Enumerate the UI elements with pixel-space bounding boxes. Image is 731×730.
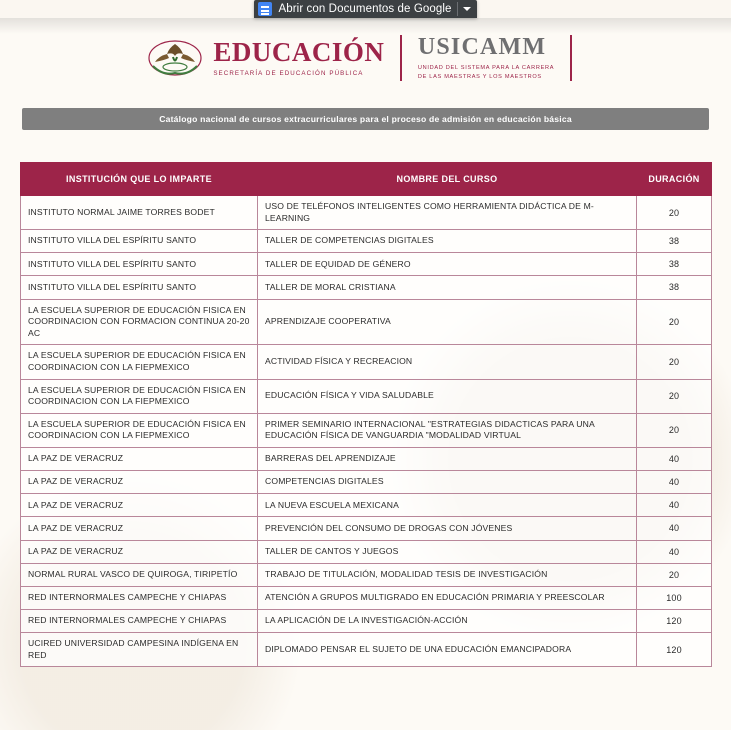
cell-institucion: NORMAL RURAL VASCO DE QUIROGA, TIRIPETÍO xyxy=(21,563,258,586)
cell-curso: PREVENCIÓN DEL CONSUMO DE DROGAS CON JÓVENES xyxy=(258,517,637,540)
cell-curso: EDUCACIÓN FÍSICA Y VIDA SALUDABLE xyxy=(258,379,637,413)
cell-duracion: 38 xyxy=(637,253,712,276)
google-docs-icon xyxy=(258,2,272,16)
table-row xyxy=(21,413,712,447)
cell-institucion: RED INTERNORMALES CAMPECHE Y CHIAPAS xyxy=(21,609,258,632)
header-divider-right xyxy=(570,35,572,81)
cell-curso: ATENCIÓN A GRUPOS MULTIGRADO EN EDUCACIÓN PRIMARIA Y PREESCOLAR xyxy=(258,586,637,609)
usicamm-wordmark xyxy=(418,35,554,81)
document-header xyxy=(0,30,731,86)
cell-duracion: 20 xyxy=(637,299,712,345)
cell-duracion: 120 xyxy=(637,633,712,667)
usicamm-subtitle-line2: DE LAS MAESTRAS Y LOS MAESTROS xyxy=(417,73,542,80)
table-row xyxy=(21,230,712,253)
table-row xyxy=(21,276,712,299)
cell-duracion: 40 xyxy=(637,494,712,517)
open-with-google-docs-label: Abrir con Documentos de Google xyxy=(278,3,452,15)
table-row xyxy=(21,586,712,609)
table-row xyxy=(21,471,712,494)
cell-curso: TRABAJO DE TITULACIÓN, MODALIDAD TESIS DE INVESTIGACIÓN xyxy=(258,563,637,586)
cell-duracion: 38 xyxy=(637,230,712,253)
column-header-institucion: INSTITUCIÓN QUE LO IMPARTE xyxy=(21,163,258,196)
sep-wordmark xyxy=(213,39,384,77)
cell-curso: ACTIVIDAD FÍSICA Y RECREACION xyxy=(258,345,637,379)
cell-curso: TALLER DE COMPETENCIAS DIGITALES xyxy=(258,230,637,253)
cell-duracion: 38 xyxy=(637,276,712,299)
cell-duracion: 20 xyxy=(637,196,712,230)
table-row xyxy=(21,609,712,632)
cell-curso: TALLER DE CANTOS Y JUEGOS xyxy=(258,540,637,563)
cell-institucion: LA ESCUELA SUPERIOR DE EDUCACIÓN FISICA EN COORDINACION CON FORMACION CONTINUA 20-20 AC xyxy=(21,299,258,345)
cell-duracion: 20 xyxy=(637,413,712,447)
table-row xyxy=(21,563,712,586)
sep-subtitle: SECRETARÍA DE EDUCACIÓN PÚBLICA xyxy=(213,70,364,77)
table-row xyxy=(21,379,712,413)
cell-duracion: 20 xyxy=(637,345,712,379)
cell-curso: LA NUEVA ESCUELA MEXICANA xyxy=(258,494,637,517)
cell-institucion: LA ESCUELA SUPERIOR DE EDUCACIÓN FISICA EN COORDINACION CON LA FIEPMEXICO xyxy=(21,345,258,379)
cell-curso: PRIMER SEMINARIO INTERNACIONAL "ESTRATEGIAS DIDACTICAS PARA UNA EDUCACIÓN FÍSICA DE VANGUARDIA "MODALIDAD VIRTUAL xyxy=(258,413,637,447)
table-row xyxy=(21,196,712,230)
catalog-banner: Catálogo nacional de cursos extracurriculares para el proceso de admisión en educación básica xyxy=(22,108,709,130)
cell-curso: USO DE TELÉFONOS INTELIGENTES COMO HERRAMIENTA DIDÁCTICA DE M-LEARNING xyxy=(258,196,637,230)
table-row xyxy=(21,447,712,470)
open-with-google-docs-button[interactable] xyxy=(254,0,476,18)
cell-institucion: LA ESCUELA SUPERIOR DE EDUCACIÓN FISICA EN COORDINACION CON LA FIEPMEXICO xyxy=(21,379,258,413)
cell-institucion: LA PAZ DE VERACRUZ xyxy=(21,471,258,494)
cell-duracion: 20 xyxy=(637,563,712,586)
cell-institucion: INSTITUTO NORMAL JAIME TORRES BODET xyxy=(21,196,258,230)
table-header-row xyxy=(21,163,712,196)
cell-institucion: INSTITUTO VILLA DEL ESPÍRITU SANTO xyxy=(21,230,258,253)
cell-duracion: 20 xyxy=(637,379,712,413)
header-divider xyxy=(400,35,402,81)
cell-curso: LA APLICACIÓN DE LA INVESTIGACIÓN-ACCIÓN xyxy=(258,609,637,632)
cell-duracion: 40 xyxy=(637,447,712,470)
document-page xyxy=(0,18,731,730)
cell-curso: COMPETENCIAS DIGITALES xyxy=(258,471,637,494)
cell-curso: TALLER DE EQUIDAD DE GÉNERO xyxy=(258,253,637,276)
cell-duracion: 40 xyxy=(637,471,712,494)
cell-institucion: LA PAZ DE VERACRUZ xyxy=(21,517,258,540)
column-header-duracion: DURACIÓN xyxy=(637,163,712,196)
courses-table-wrap xyxy=(0,162,731,667)
cell-institucion: INSTITUTO VILLA DEL ESPÍRITU SANTO xyxy=(21,253,258,276)
cell-curso: APRENDIZAJE COOPERATIVA xyxy=(258,299,637,345)
table-row xyxy=(21,299,712,345)
courses-table xyxy=(20,162,712,667)
cell-duracion: 100 xyxy=(637,586,712,609)
table-row xyxy=(21,345,712,379)
page-top-shadow xyxy=(0,18,731,34)
column-header-curso: NOMBRE DEL CURSO xyxy=(258,163,637,196)
courses-table-body xyxy=(21,196,712,667)
cell-institucion: LA PAZ DE VERACRUZ xyxy=(21,447,258,470)
cell-duracion: 120 xyxy=(637,609,712,632)
divider xyxy=(457,2,458,16)
cell-duracion: 40 xyxy=(637,540,712,563)
cell-curso: DIPLOMADO PENSAR EL SUJETO DE UNA EDUCACIÓN EMANCIPADORA xyxy=(258,633,637,667)
cell-institucion: UCIRED UNIVERSIDAD CAMPESINA INDÍGENA EN RED xyxy=(21,633,258,667)
usicamm-title: USICAMM xyxy=(417,34,547,61)
table-row xyxy=(21,494,712,517)
mexican-coat-of-arms-icon xyxy=(143,36,207,80)
catalog-banner-wrap xyxy=(0,108,731,130)
table-row xyxy=(21,517,712,540)
cell-institucion: INSTITUTO VILLA DEL ESPÍRITU SANTO xyxy=(21,276,258,299)
cell-institucion: LA PAZ DE VERACRUZ xyxy=(21,540,258,563)
cell-curso: TALLER DE MORAL CRISTIANA xyxy=(258,276,637,299)
cell-institucion: LA ESCUELA SUPERIOR DE EDUCACIÓN FISICA EN COORDINACION CON LA FIEPMEXICO xyxy=(21,413,258,447)
open-with-google-docs-bar xyxy=(0,0,731,18)
table-row xyxy=(21,253,712,276)
cell-curso: BARRERAS DEL APRENDIZAJE xyxy=(258,447,637,470)
cell-institucion: RED INTERNORMALES CAMPECHE Y CHIAPAS xyxy=(21,586,258,609)
table-row xyxy=(21,633,712,667)
usicamm-subtitle-line1: UNIDAD DEL SISTEMA PARA LA CARRERA xyxy=(417,65,555,72)
sep-title: EDUCACIÓN xyxy=(213,37,385,67)
chevron-down-icon[interactable] xyxy=(463,7,471,11)
table-row xyxy=(21,540,712,563)
cell-duracion: 40 xyxy=(637,517,712,540)
cell-institucion: LA PAZ DE VERACRUZ xyxy=(21,494,258,517)
